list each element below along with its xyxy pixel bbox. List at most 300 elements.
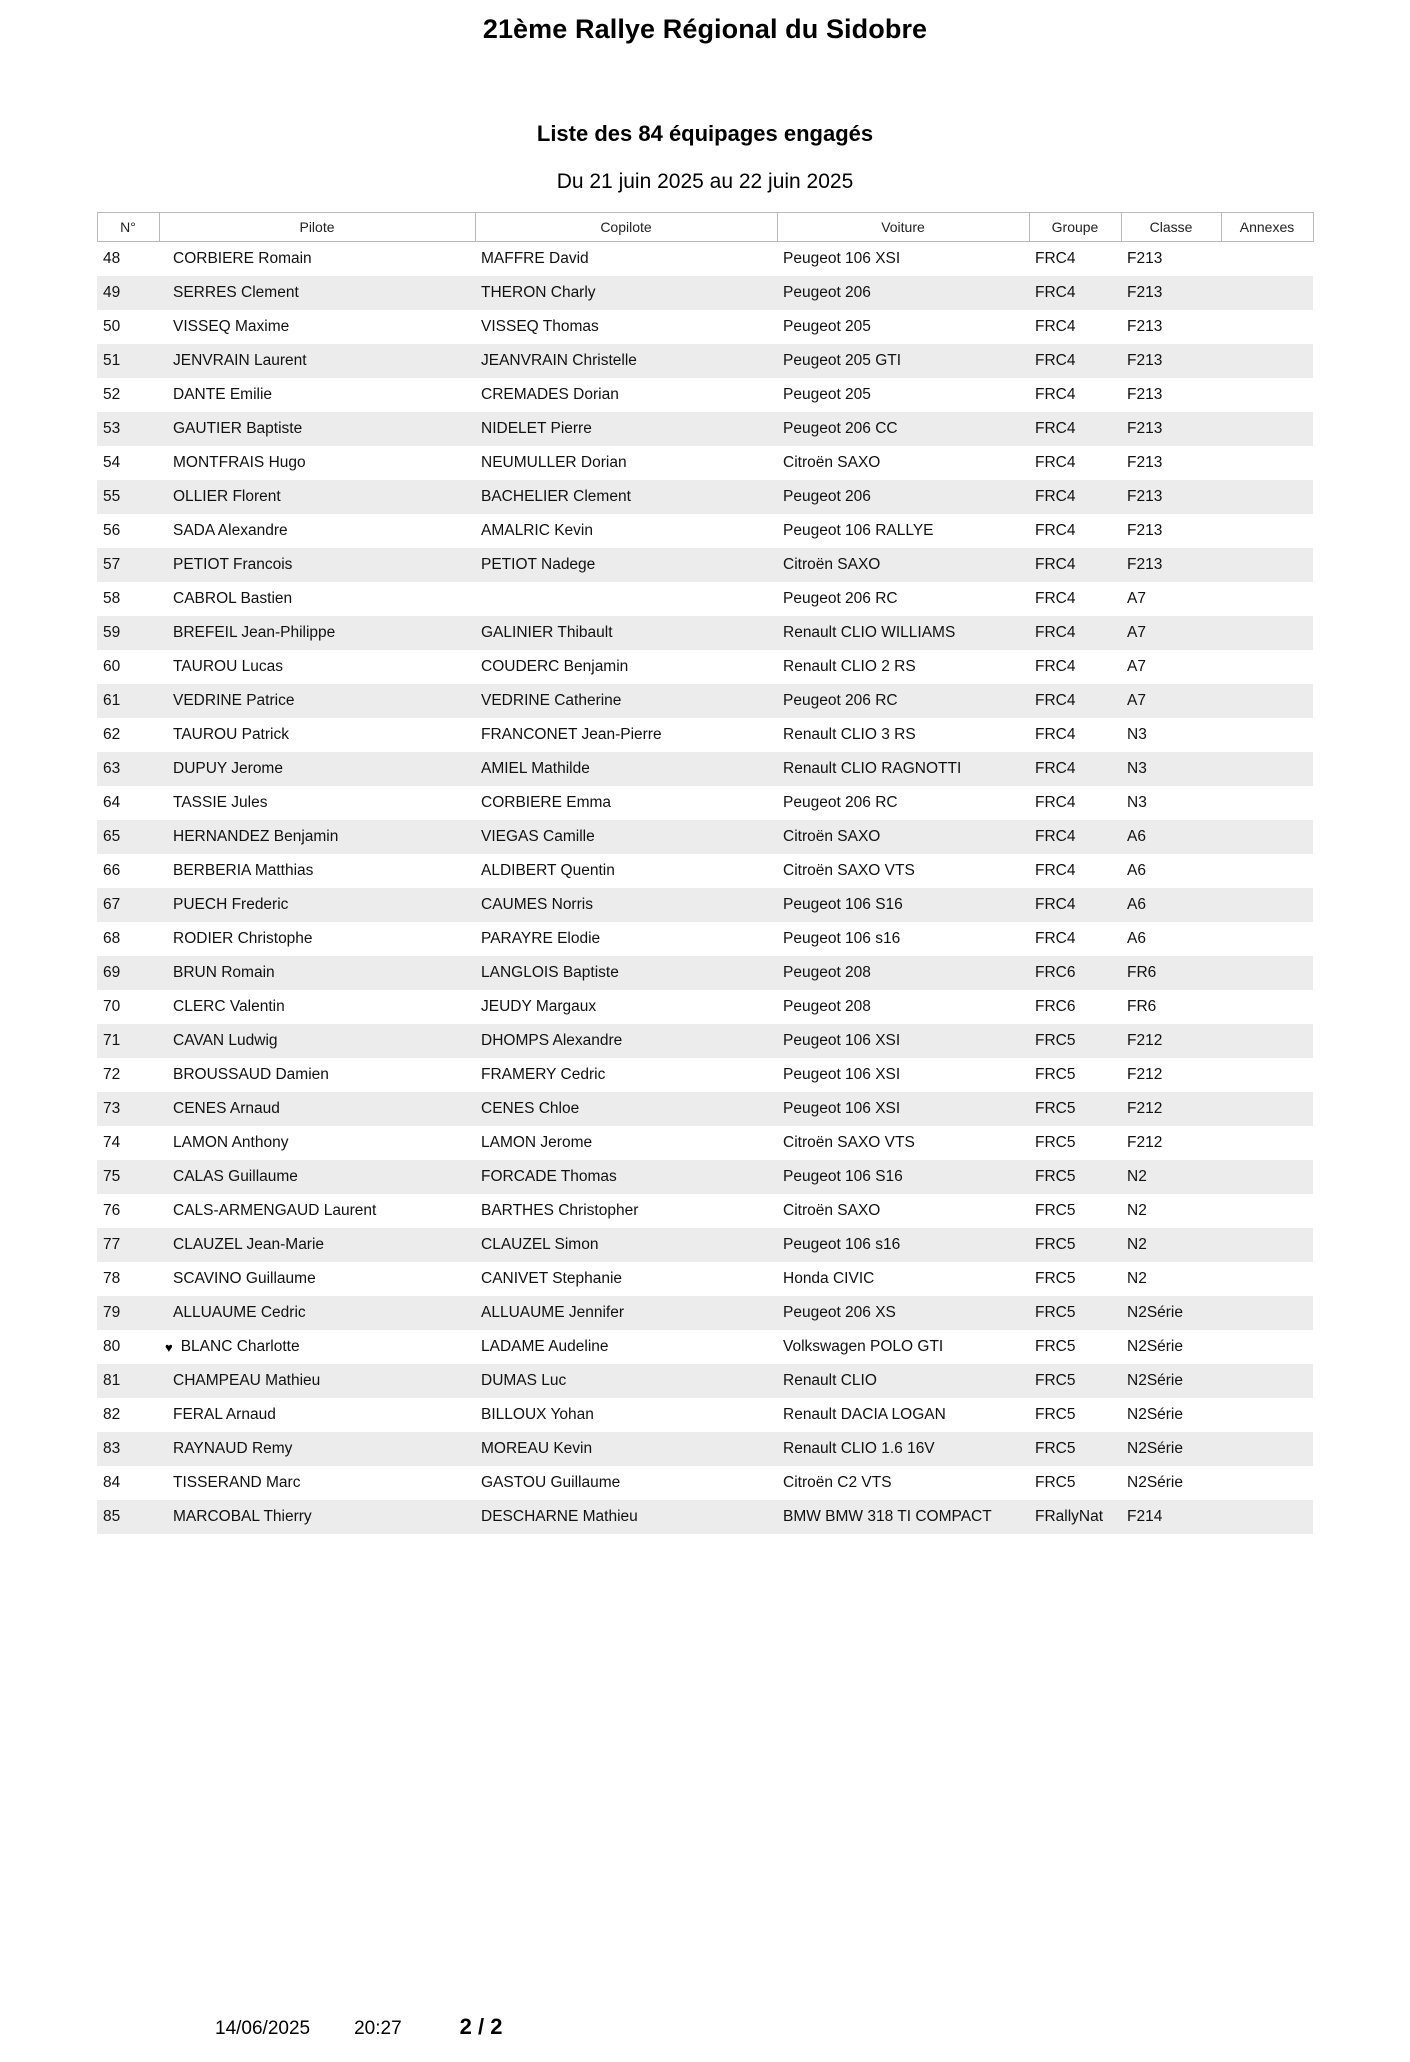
cell-car: Citroën SAXO VTS [777, 854, 1029, 888]
table-row [97, 1466, 1313, 1500]
cell-car: Peugeot 106 s16 [777, 1228, 1029, 1262]
cell-class: A7 [1121, 582, 1221, 616]
cell-copilot: JEUDY Margaux [475, 990, 777, 1024]
cell-annexes [1221, 684, 1313, 718]
cell-copilot: BARTHES Christopher [475, 1194, 777, 1228]
cell-pilot [159, 752, 475, 786]
cell-class: N2Série [1121, 1296, 1221, 1330]
table-row [97, 718, 1313, 752]
cell-annexes [1221, 582, 1313, 616]
cell-group: FRC5 [1029, 1432, 1121, 1466]
pilot-name: CABROL Bastien [173, 590, 293, 607]
cell-pilot [159, 276, 475, 310]
pilot-name: BLANC Charlotte [180, 1338, 300, 1355]
pilot-name: VEDRINE Patrice [173, 692, 295, 709]
cell-car: Peugeot 205 [777, 310, 1029, 344]
cell-group: FRC4 [1029, 344, 1121, 378]
cell-copilot: GALINIER Thibault [475, 616, 777, 650]
table-row [97, 820, 1313, 854]
table-row [97, 1364, 1313, 1398]
table-row [97, 1228, 1313, 1262]
pilot-name: SCAVINO Guillaume [173, 1270, 316, 1287]
cell-number: 73 [97, 1092, 159, 1126]
table-header [97, 213, 1313, 242]
cell-class: FR6 [1121, 990, 1221, 1024]
table-row [97, 1262, 1313, 1296]
column-header-pilot: Pilote [159, 213, 475, 242]
cell-annexes [1221, 854, 1313, 888]
cell-class: F213 [1121, 514, 1221, 548]
cell-group: FRC4 [1029, 378, 1121, 412]
cell-annexes [1221, 1228, 1313, 1262]
cell-number: 79 [97, 1296, 159, 1330]
cell-copilot: VIEGAS Camille [475, 820, 777, 854]
cell-group: FRC4 [1029, 310, 1121, 344]
column-header-group: Groupe [1029, 213, 1121, 242]
table-row [97, 1500, 1313, 1534]
cell-group: FRC4 [1029, 922, 1121, 956]
cell-group: FRC6 [1029, 956, 1121, 990]
cell-number: 80 [97, 1330, 159, 1364]
pilot-name: LAMON Anthony [173, 1134, 289, 1151]
table-row [97, 242, 1313, 277]
cell-class: A6 [1121, 854, 1221, 888]
pilot-name: MONTFRAIS Hugo [173, 454, 306, 471]
table-row [97, 310, 1313, 344]
table-row [97, 1398, 1313, 1432]
cell-class: F213 [1121, 310, 1221, 344]
table-row [97, 514, 1313, 548]
cell-number: 81 [97, 1364, 159, 1398]
cell-copilot: ALLUAUME Jennifer [475, 1296, 777, 1330]
cell-pilot [159, 1330, 475, 1364]
pilot-name: PUECH Frederic [173, 896, 289, 913]
cell-number: 66 [97, 854, 159, 888]
cell-pilot [159, 1398, 475, 1432]
cell-group: FRC4 [1029, 786, 1121, 820]
cell-car: Honda CIVIC [777, 1262, 1029, 1296]
cell-copilot: DESCHARNE Mathieu [475, 1500, 777, 1534]
heart-icon: ♥ [165, 1339, 173, 1355]
cell-annexes [1221, 514, 1313, 548]
cell-car: Peugeot 206 [777, 276, 1029, 310]
cell-group: FRC4 [1029, 684, 1121, 718]
pilot-name: CORBIERE Romain [173, 250, 312, 267]
cell-number: 72 [97, 1058, 159, 1092]
cell-pilot [159, 1126, 475, 1160]
pilot-name: FERAL Arnaud [173, 1406, 276, 1423]
cell-pilot [159, 1160, 475, 1194]
cell-class: N3 [1121, 752, 1221, 786]
cell-annexes [1221, 242, 1313, 277]
cell-class: N2 [1121, 1194, 1221, 1228]
table-row [97, 1126, 1313, 1160]
pilot-name: JENVRAIN Laurent [173, 352, 307, 369]
cell-annexes [1221, 1126, 1313, 1160]
cell-class: F214 [1121, 1500, 1221, 1534]
table-row [97, 1160, 1313, 1194]
cell-car: Citroën SAXO [777, 446, 1029, 480]
cell-number: 84 [97, 1466, 159, 1500]
cell-pilot [159, 1296, 475, 1330]
cell-annexes [1221, 1024, 1313, 1058]
cell-group: FRC4 [1029, 616, 1121, 650]
cell-copilot: BACHELIER Clement [475, 480, 777, 514]
cell-group: FRC4 [1029, 752, 1121, 786]
cell-copilot: LAMON Jerome [475, 1126, 777, 1160]
cell-class: N2 [1121, 1228, 1221, 1262]
cell-group: FRC5 [1029, 1194, 1121, 1228]
cell-car: Citroën C2 VTS [777, 1466, 1029, 1500]
cell-class: N2 [1121, 1262, 1221, 1296]
cell-pilot [159, 378, 475, 412]
cell-copilot: PARAYRE Elodie [475, 922, 777, 956]
pilot-name: BROUSSAUD Damien [173, 1066, 329, 1083]
footer-time: 20:27 [354, 2018, 402, 2039]
cell-pilot [159, 1364, 475, 1398]
cell-group: FRC4 [1029, 820, 1121, 854]
cell-annexes [1221, 888, 1313, 922]
cell-number: 68 [97, 922, 159, 956]
cell-class: F212 [1121, 1024, 1221, 1058]
table-body [97, 242, 1313, 1535]
cell-car: Peugeot 106 RALLYE [777, 514, 1029, 548]
table-row [97, 1024, 1313, 1058]
cell-pilot [159, 888, 475, 922]
cell-annexes [1221, 1262, 1313, 1296]
cell-number: 83 [97, 1432, 159, 1466]
cell-copilot: ALDIBERT Quentin [475, 854, 777, 888]
cell-pilot [159, 786, 475, 820]
column-header-number: N° [97, 213, 159, 242]
pilot-name: OLLIER Florent [173, 488, 281, 505]
cell-pilot [159, 718, 475, 752]
cell-car: Peugeot 206 XS [777, 1296, 1029, 1330]
cell-class: F213 [1121, 378, 1221, 412]
table-row [97, 582, 1313, 616]
cell-class: N2Série [1121, 1330, 1221, 1364]
pilot-name: VISSEQ Maxime [173, 318, 290, 335]
pilot-name: GAUTIER Baptiste [173, 420, 303, 437]
cell-pilot [159, 650, 475, 684]
cell-number: 61 [97, 684, 159, 718]
cell-number: 75 [97, 1160, 159, 1194]
table-row [97, 990, 1313, 1024]
cell-pilot [159, 242, 475, 277]
cell-copilot: LANGLOIS Baptiste [475, 956, 777, 990]
cell-copilot: DUMAS Luc [475, 1364, 777, 1398]
cell-group: FRC5 [1029, 1058, 1121, 1092]
cell-car: Citroën SAXO [777, 1194, 1029, 1228]
table-row [97, 1194, 1313, 1228]
cell-number: 65 [97, 820, 159, 854]
cell-car: Peugeot 106 S16 [777, 888, 1029, 922]
cell-pilot [159, 310, 475, 344]
table-row [97, 344, 1313, 378]
cell-number: 63 [97, 752, 159, 786]
cell-group: FRC4 [1029, 718, 1121, 752]
cell-number: 48 [97, 242, 159, 277]
cell-annexes [1221, 650, 1313, 684]
cell-pilot [159, 922, 475, 956]
column-header-copilot: Copilote [475, 213, 777, 242]
entry-list-subtitle: Liste des 84 équipages engagés [536, 121, 874, 146]
cell-group: FRC4 [1029, 548, 1121, 582]
cell-group: FRC5 [1029, 1228, 1121, 1262]
cell-copilot: GASTOU Guillaume [475, 1466, 777, 1500]
table-row [97, 752, 1313, 786]
table-row [97, 548, 1313, 582]
cell-group: FRC4 [1029, 650, 1121, 684]
cell-car: Peugeot 208 [777, 956, 1029, 990]
event-daterange: Du 21 juin 2025 au 22 juin 2025 [556, 170, 854, 193]
cell-number: 53 [97, 412, 159, 446]
cell-copilot: NIDELET Pierre [475, 412, 777, 446]
cell-car: Renault CLIO 3 RS [777, 718, 1029, 752]
cell-number: 85 [97, 1500, 159, 1534]
table-row [97, 276, 1313, 310]
document-subtitle-block [0, 121, 1410, 194]
cell-number: 69 [97, 956, 159, 990]
cell-class: N2Série [1121, 1466, 1221, 1500]
cell-car: Renault CLIO WILLIAMS [777, 616, 1029, 650]
cell-number: 50 [97, 310, 159, 344]
pilot-name: BERBERIA Matthias [173, 862, 314, 879]
cell-pilot [159, 446, 475, 480]
pilot-name: SADA Alexandre [173, 522, 288, 539]
cell-pilot [159, 1058, 475, 1092]
cell-pilot [159, 344, 475, 378]
cell-pilot [159, 1228, 475, 1262]
pilot-name: CAVAN Ludwig [173, 1032, 278, 1049]
cell-annexes [1221, 412, 1313, 446]
cell-car: Peugeot 206 RC [777, 786, 1029, 820]
cell-group: FRC5 [1029, 1330, 1121, 1364]
cell-class: A7 [1121, 684, 1221, 718]
table-row [97, 888, 1313, 922]
pilot-name: DANTE Emilie [173, 386, 273, 403]
page-footer [0, 2014, 1410, 2040]
cell-number: 60 [97, 650, 159, 684]
pilot-name: TAUROU Lucas [173, 658, 283, 675]
cell-number: 56 [97, 514, 159, 548]
cell-annexes [1221, 990, 1313, 1024]
cell-car: Peugeot 205 GTI [777, 344, 1029, 378]
cell-car: Peugeot 205 [777, 378, 1029, 412]
cell-car: BMW BMW 318 TI COMPACT [777, 1500, 1029, 1534]
cell-pilot [159, 412, 475, 446]
cell-car: Renault CLIO 1.6 16V [777, 1432, 1029, 1466]
cell-pilot [159, 1092, 475, 1126]
pilot-name: PETIOT Francois [173, 556, 293, 573]
cell-class: F212 [1121, 1126, 1221, 1160]
cell-number: 49 [97, 276, 159, 310]
cell-pilot [159, 514, 475, 548]
cell-number: 71 [97, 1024, 159, 1058]
pilot-name: TASSIE Jules [173, 794, 268, 811]
cell-annexes [1221, 956, 1313, 990]
cell-pilot [159, 820, 475, 854]
cell-group: FRC4 [1029, 582, 1121, 616]
cell-copilot: BILLOUX Yohan [475, 1398, 777, 1432]
table-row [97, 854, 1313, 888]
cell-class: F213 [1121, 480, 1221, 514]
cell-class: N2Série [1121, 1364, 1221, 1398]
pilot-name: SERRES Clement [173, 284, 299, 301]
cell-car: Peugeot 106 XSI [777, 1058, 1029, 1092]
cell-pilot [159, 1262, 475, 1296]
cell-car: Peugeot 206 RC [777, 582, 1029, 616]
cell-number: 55 [97, 480, 159, 514]
table-row [97, 786, 1313, 820]
cell-copilot: PETIOT Nadege [475, 548, 777, 582]
cell-group: FRC5 [1029, 1262, 1121, 1296]
cell-annexes [1221, 922, 1313, 956]
cell-copilot: CORBIERE Emma [475, 786, 777, 820]
cell-pilot [159, 684, 475, 718]
cell-pilot [159, 1194, 475, 1228]
table-row [97, 412, 1313, 446]
pilot-name: MARCOBAL Thierry [173, 1508, 312, 1525]
document-page [0, 14, 1410, 2062]
cell-pilot [159, 990, 475, 1024]
column-header-class: Classe [1121, 213, 1221, 242]
cell-annexes [1221, 1058, 1313, 1092]
cell-number: 51 [97, 344, 159, 378]
cell-annexes [1221, 1500, 1313, 1534]
column-header-car: Voiture [777, 213, 1029, 242]
footer-date: 14/06/2025 [215, 2018, 311, 2039]
table-row [97, 1296, 1313, 1330]
cell-group: FRC5 [1029, 1466, 1121, 1500]
cell-car: Renault CLIO [777, 1364, 1029, 1398]
cell-number: 57 [97, 548, 159, 582]
pilot-name: CLAUZEL Jean-Marie [173, 1236, 325, 1253]
table-row [97, 1432, 1313, 1466]
table-row [97, 650, 1313, 684]
cell-class: N2 [1121, 1160, 1221, 1194]
cell-car: Peugeot 208 [777, 990, 1029, 1024]
pilot-name: CLERC Valentin [173, 998, 285, 1015]
cell-number: 67 [97, 888, 159, 922]
pilot-name: DUPUY Jerome [173, 760, 283, 777]
cell-number: 59 [97, 616, 159, 650]
cell-number: 52 [97, 378, 159, 412]
cell-car: Peugeot 106 S16 [777, 1160, 1029, 1194]
cell-car: Renault CLIO 2 RS [777, 650, 1029, 684]
table-row [97, 922, 1313, 956]
table-row [97, 378, 1313, 412]
cell-copilot: CREMADES Dorian [475, 378, 777, 412]
cell-group: FRC5 [1029, 1364, 1121, 1398]
table-row [97, 480, 1313, 514]
pilot-name: CHAMPEAU Mathieu [173, 1372, 321, 1389]
cell-number: 70 [97, 990, 159, 1024]
cell-copilot [475, 582, 777, 616]
cell-number: 54 [97, 446, 159, 480]
cell-car: Citroën SAXO [777, 820, 1029, 854]
cell-group: FRC6 [1029, 990, 1121, 1024]
cell-car: Peugeot 106 XSI [777, 242, 1029, 277]
cell-copilot: JEANVRAIN Christelle [475, 344, 777, 378]
cell-number: 62 [97, 718, 159, 752]
cell-copilot: AMIEL Mathilde [475, 752, 777, 786]
cell-copilot: FRAMERY Cedric [475, 1058, 777, 1092]
cell-class: A6 [1121, 922, 1221, 956]
cell-copilot: MAFFRE David [475, 242, 777, 277]
cell-class: F213 [1121, 276, 1221, 310]
cell-group: FRC4 [1029, 446, 1121, 480]
cell-pilot [159, 582, 475, 616]
cell-copilot: DHOMPS Alexandre [475, 1024, 777, 1058]
cell-pilot [159, 548, 475, 582]
cell-car: Peugeot 106 s16 [777, 922, 1029, 956]
cell-group: FRC5 [1029, 1160, 1121, 1194]
cell-copilot: LADAME Audeline [475, 1330, 777, 1364]
cell-class: FR6 [1121, 956, 1221, 990]
cell-annexes [1221, 820, 1313, 854]
table-row [97, 684, 1313, 718]
cell-annexes [1221, 752, 1313, 786]
cell-car: Peugeot 206 [777, 480, 1029, 514]
column-header-annexes: Annexes [1221, 213, 1313, 242]
entries-table [97, 212, 1314, 1534]
cell-copilot: THERON Charly [475, 276, 777, 310]
cell-car: Volkswagen POLO GTI [777, 1330, 1029, 1364]
pilot-name: CENES Arnaud [173, 1100, 280, 1117]
cell-group: FRC5 [1029, 1126, 1121, 1160]
cell-pilot [159, 1466, 475, 1500]
page-title: 21ème Rallye Régional du Sidobre [482, 14, 928, 44]
cell-annexes [1221, 786, 1313, 820]
cell-number: 78 [97, 1262, 159, 1296]
pilot-name: TISSERAND Marc [173, 1474, 301, 1491]
cell-copilot: FORCADE Thomas [475, 1160, 777, 1194]
cell-class: F213 [1121, 412, 1221, 446]
cell-annexes [1221, 480, 1313, 514]
cell-number: 64 [97, 786, 159, 820]
cell-annexes [1221, 548, 1313, 582]
cell-class: F213 [1121, 242, 1221, 277]
cell-number: 58 [97, 582, 159, 616]
cell-copilot: CAUMES Norris [475, 888, 777, 922]
pilot-name: ALLUAUME Cedric [173, 1304, 306, 1321]
pilot-name: BREFEIL Jean-Philippe [173, 624, 336, 641]
cell-annexes [1221, 1296, 1313, 1330]
cell-annexes [1221, 446, 1313, 480]
cell-car: Citroën SAXO [777, 548, 1029, 582]
cell-group: FRC4 [1029, 480, 1121, 514]
cell-annexes [1221, 1330, 1313, 1364]
cell-annexes [1221, 378, 1313, 412]
cell-group: FRC4 [1029, 888, 1121, 922]
cell-car: Peugeot 106 XSI [777, 1024, 1029, 1058]
cell-annexes [1221, 1092, 1313, 1126]
cell-pilot [159, 1024, 475, 1058]
cell-class: A7 [1121, 616, 1221, 650]
cell-pilot [159, 1432, 475, 1466]
cell-pilot [159, 854, 475, 888]
cell-copilot: COUDERC Benjamin [475, 650, 777, 684]
pilot-name: TAUROU Patrick [173, 726, 289, 743]
cell-car: Peugeot 206 CC [777, 412, 1029, 446]
cell-car: Peugeot 106 XSI [777, 1092, 1029, 1126]
cell-copilot: MOREAU Kevin [475, 1432, 777, 1466]
pilot-name: RAYNAUD Remy [173, 1440, 293, 1457]
cell-annexes [1221, 1364, 1313, 1398]
cell-number: 76 [97, 1194, 159, 1228]
cell-annexes [1221, 276, 1313, 310]
